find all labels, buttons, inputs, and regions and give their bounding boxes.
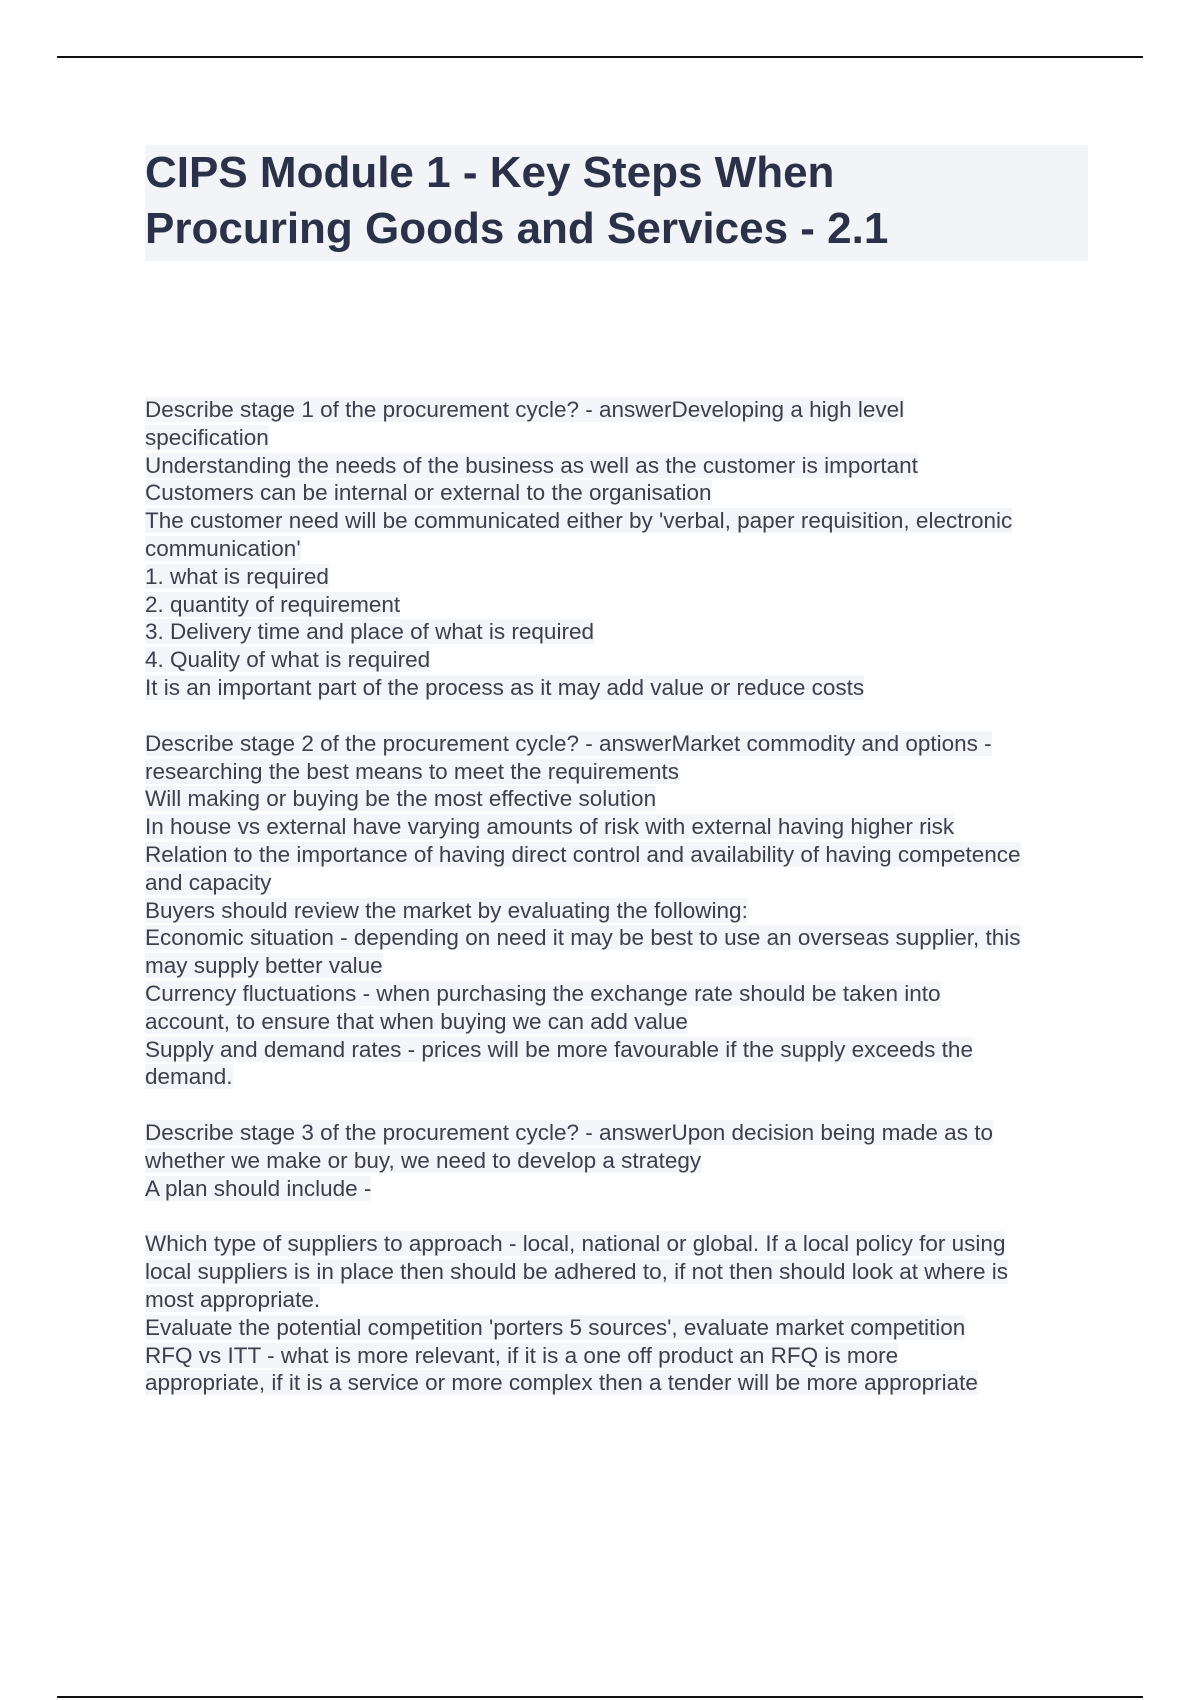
bottom-rule [57,1696,1143,1698]
list-item: 1. what is required [145,563,329,589]
list-item: 3. Delivery time and place of what is required [145,619,594,645]
text-line: researching the best means to meet the requirements [145,758,680,784]
text-line: Currency fluctuations - when purchasing the exchange rate should be taken into [145,980,941,1006]
text-line: Buyers should review the market by evaluating the following: [145,897,748,923]
text-line: local suppliers is in place then should be adhered to, if not then should look at where is [145,1259,1009,1285]
text-line: Describe stage 2 of the procurement cycle? - answerMarket commodity and options - [145,730,992,756]
text-line: Which type of suppliers to approach - local, national or global. If a local policy for using [145,1231,1006,1257]
page-title-line-1: CIPS Module 1 - Key Steps When [145,148,835,197]
text-line: Describe stage 1 of the procurement cycle? - answerDeveloping a high level [145,397,905,422]
text-line: demand. [145,1064,233,1090]
blank-line [145,1203,1095,1231]
text-line: appropriate, if it is a service or more complex then a tender will be more appropriate [145,1370,978,1396]
text-line: A plan should include - [145,1175,372,1201]
text-line: Evaluate the potential competition 'porters 5 sources', evaluate market competition [145,1314,966,1340]
text-line: Customers can be internal or external to the organisation [145,480,712,506]
qa-stage-3 [145,1119,1095,1397]
list-item: 2. quantity of requirement [145,591,401,617]
text-line: and capacity [145,869,272,895]
list-item: 4. Quality of what is required [145,647,431,673]
qa-stage-2 [145,730,1095,1091]
document-body [145,396,1095,1425]
text-line: specification [145,424,269,450]
qa-stage-1 [145,396,1095,702]
text-line: Relation to the importance of having direct control and availability of having competence [145,841,1021,867]
text-line: most appropriate. [145,1286,321,1312]
text-line: whether we make or buy, we need to develop a strategy [145,1147,702,1173]
page-title [145,145,1088,261]
text-line: In house vs external have varying amounts of risk with external having higher risk [145,814,955,840]
text-line: Describe stage 3 of the procurement cycle? - answerUpon decision being made as to [145,1120,993,1146]
text-line: account, to ensure that when buying we can add value [145,1008,688,1034]
text-line: Supply and demand rates - prices will be more favourable if the supply exceeds the [145,1036,973,1062]
top-rule [57,56,1143,58]
text-line: Will making or buying be the most effective solution [145,786,657,812]
text-line: communication' [145,535,301,561]
text-line: may supply better value [145,953,383,979]
text-line: Economic situation - depending on need it may be best to use an overseas supplier, this [145,925,1021,951]
text-line: RFQ vs ITT - what is more relevant, if it is a one off product an RFQ is more [145,1342,899,1368]
page-title-line-2: Procuring Goods and Services - 2.1 [145,204,889,253]
text-line: Understanding the needs of the business as well as the customer is important [145,452,918,478]
text-line: It is an important part of the process as it may add value or reduce costs [145,674,865,700]
text-line: The customer need will be communicated either by 'verbal, paper requisition, electronic [145,508,1013,534]
